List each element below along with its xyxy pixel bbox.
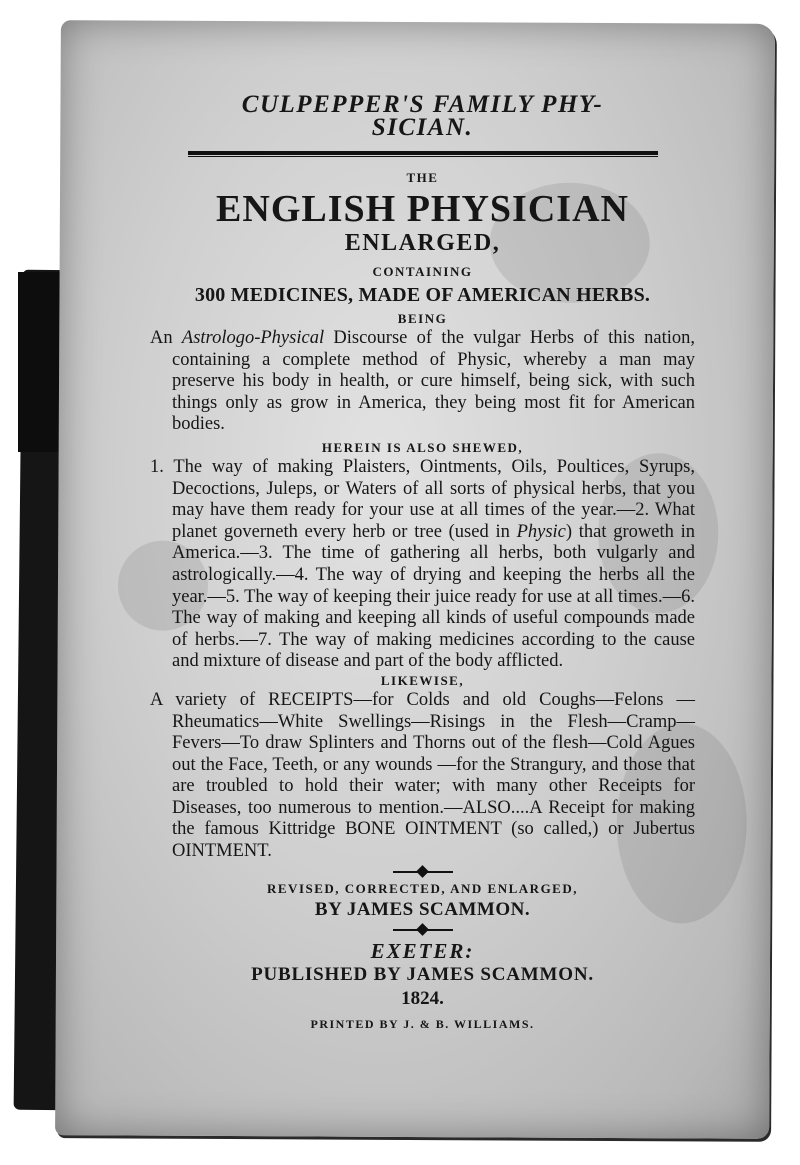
- running-title: [150, 93, 695, 139]
- description-italic: Astrologo-Physical: [181, 328, 325, 348]
- list-text: 1. The way of making Plaisters, Ointments, Oils, Poultices, Syrups, Decoctions, Juleps, or Waters of all sorts of physical herbs, that you may have them ready for your use at all times of the year.—2. What planet governeth every herb or tree (used in: [150, 456, 695, 542]
- running-title-line1: CULPEPPER'S FAMILY PHY-: [241, 91, 604, 118]
- main-title: ENGLISH PHYSICIAN: [216, 188, 629, 230]
- likewise-label: LIKEWISE,: [380, 672, 465, 688]
- ornamental-rule: [393, 867, 453, 877]
- title-page-text: [150, 85, 695, 1032]
- medicines-heading: 300 MEDICINES, MADE OF AMERICAN HERBS.: [194, 284, 651, 306]
- place-of-publication: EXETER:: [370, 938, 475, 963]
- enlarged-heading: ENLARGED,: [344, 230, 501, 256]
- list-text: ) that groweth in America.—3. The time of gathering all herbs, both vulgarly and astrologically.—4. The way of drying and keeping the herbs all the year.—5. The way of keeping their juice ready for use at all times.—6. The way of making and keeping all kinds of useful compounds made of herbs.—7. The way of making medicines according to the cause and mixture of disease and part of the body afflicted.: [172, 521, 695, 672]
- the-label: THE: [406, 170, 439, 185]
- publication-year: 1824.: [401, 987, 444, 1009]
- herein-label: HEREIN IS ALSO SHEWED,: [321, 439, 524, 455]
- contents-list-paragraph: [150, 457, 695, 673]
- running-title-line2: SICIAN.: [371, 114, 474, 141]
- double-rule: [188, 151, 658, 157]
- list-italic: Physic: [516, 521, 566, 542]
- ornamental-rule: [393, 925, 453, 935]
- being-label: BEING: [397, 311, 448, 326]
- publisher-line: PUBLISHED BY JAMES SCAMMON.: [251, 963, 594, 985]
- receipts-paragraph: A variety of RECEIPTS—for Colds and old Coughs—Felons —Rheumatics—White Swellings—Risings in the Flesh—Cramp—Fevers—To draw Splinters and Thorns out of the flesh—Cold Agues out the Face, Teeth, or any wounds —for the Strangury, and those that are troubled to hold their water; with many other Receipts for Diseases, too numerous to mention.—ALSO....A Receipt for making the famous Kittridge BONE OINTMENT (so called,) or Jubertus OINTMENT.: [150, 689, 695, 862]
- description-text: An: [150, 328, 182, 348]
- revised-label: REVISED, CORRECTED, AND ENLARGED,: [267, 880, 578, 896]
- description-paragraph: [150, 328, 695, 436]
- description-text: Discourse of the vulgar Herbs of this nation, containing a complete method of Physic, whereby a man may preserve his body in health, or cure himself, being sick, with such things only as grow in America, they being most fit for American bodies.: [172, 328, 695, 435]
- containing-label: CONTAINING: [372, 264, 473, 279]
- printer-line: PRINTED BY J. & B. WILLIAMS.: [310, 1016, 535, 1031]
- author-line: BY JAMES SCAMMON.: [314, 898, 531, 920]
